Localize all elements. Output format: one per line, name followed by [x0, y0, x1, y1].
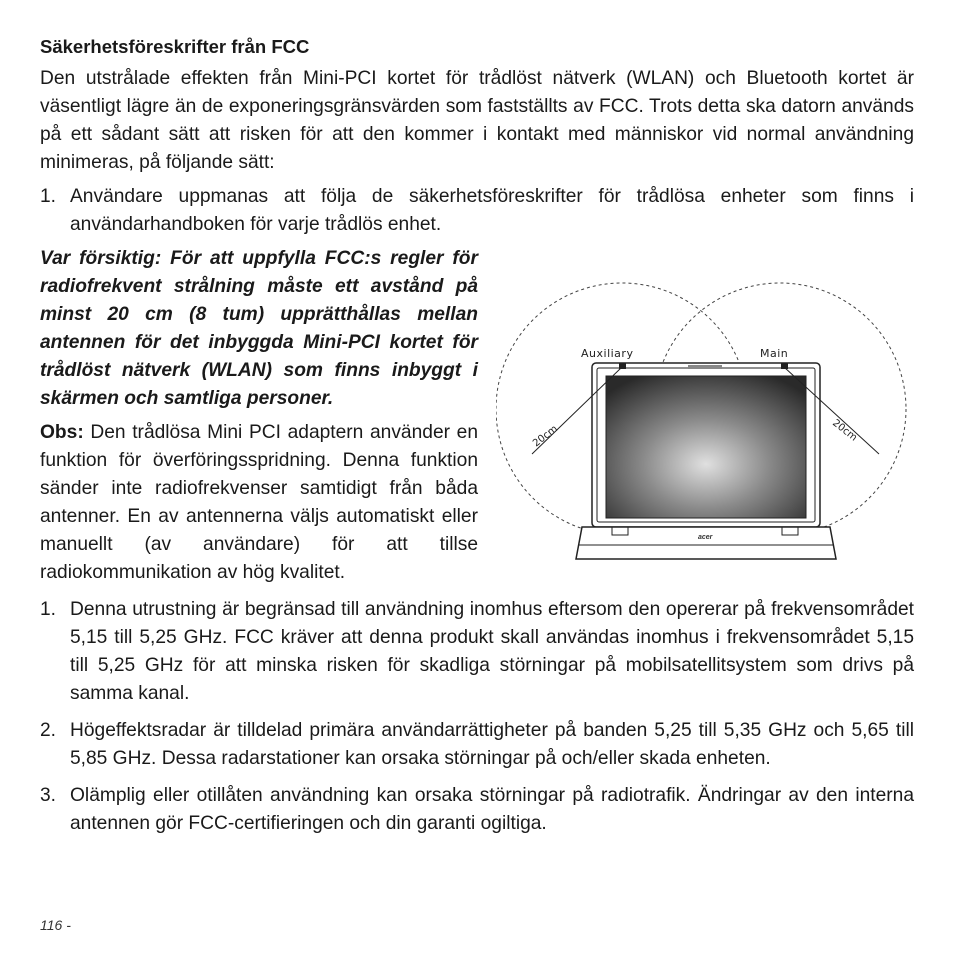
- auxiliary-label: Auxiliary: [581, 347, 634, 360]
- list-text: Högeffektsradar är tilldelad primära användarrättigheter på banden 5,25 till 5,35 GHz och 5,65 till 5,85 GHz. Dessa radarstationer kan orsaka störningar på och/eller skada enheten.: [70, 720, 914, 769]
- list-item: [40, 596, 914, 708]
- left-distance-label: 20cm: [531, 423, 560, 450]
- list-text: Användare uppmanas att följa de säkerhetsföreskrifter för trådlösa enheter som finns i användarhandboken för varje trådlös enhet.: [70, 186, 914, 235]
- list-item: [40, 782, 914, 838]
- list-number: 1.: [40, 186, 57, 207]
- intro-paragraph: Den utstrålade effekten från Mini-PCI kortet för trådlöst nätverk (WLAN) och Bluetooth kortet är väsentligt lägre än de exponeringsgränsvärden som fastställts av FCC. Trots detta ska datorn används på ett sådant sätt att risken för att den kommer i kontakt med människor vid normal användning minimeras, på följande sätt:: [40, 68, 914, 173]
- obs-text: Den trådlösa Mini PCI adaptern använder en funktion för överföringsspridning. Denna funktion sänder inte radiofrekvenser samtidigt från båda antenner. En av antennerna väljs automatiskt eller manuellt (av användare) för att tillse radiokommunikation av hög kvalitet.: [40, 422, 478, 583]
- safety-list-2: [40, 596, 914, 838]
- list-number: 2.: [40, 720, 57, 741]
- list-item: [40, 717, 914, 773]
- document-page: [40, 33, 914, 847]
- main-label: Main: [760, 347, 789, 360]
- caution-paragraph: Var försiktig: För att uppfylla FCC:s regler för radiofrekvent strålning måste ett avstånd på minst 20 cm (8 tum) upprätthållas mellan antennen för det inbyggda Mini-PCI kortet för trådlöst nätverk (WLAN) som finns inbyggt i skärmen och samtliga personer.: [40, 248, 478, 409]
- auxiliary-antenna: [619, 363, 626, 369]
- list-number: 3.: [40, 785, 57, 806]
- antenna-diagram: [496, 241, 914, 587]
- right-distance-label: 20cm: [830, 417, 859, 444]
- list-text: Olämplig eller otillåten användning kan orsaka störningar på radiotrafik. Ändringar av den interna antennen gör FCC-certifieringen och din garanti ogiltiga.: [70, 785, 914, 834]
- section-heading: Säkerhetsföreskrifter från FCC: [40, 36, 310, 57]
- laptop-logo: acer: [698, 534, 713, 541]
- obs-label: Obs:: [40, 422, 84, 443]
- list-item: [40, 183, 914, 239]
- safety-list-1: [40, 183, 914, 239]
- page-number: 116 -: [40, 917, 71, 933]
- webcam-slot: [688, 365, 722, 369]
- laptop-screen: [606, 376, 806, 518]
- list-text: Denna utrustning är begränsad till användning inomhus eftersom den opererar på frekvensområdet 5,15 till 5,25 GHz. FCC kräver att denna produkt skall användas inomhus i frekvensområdet 5,15 till 5,25 GHz för att minska risken för skadliga störningar på mobilsatellitsystem som drivs på samma kanal.: [70, 599, 914, 704]
- list-number: 1.: [40, 599, 57, 620]
- caution-block: [40, 245, 914, 587]
- laptop-base: [576, 527, 836, 559]
